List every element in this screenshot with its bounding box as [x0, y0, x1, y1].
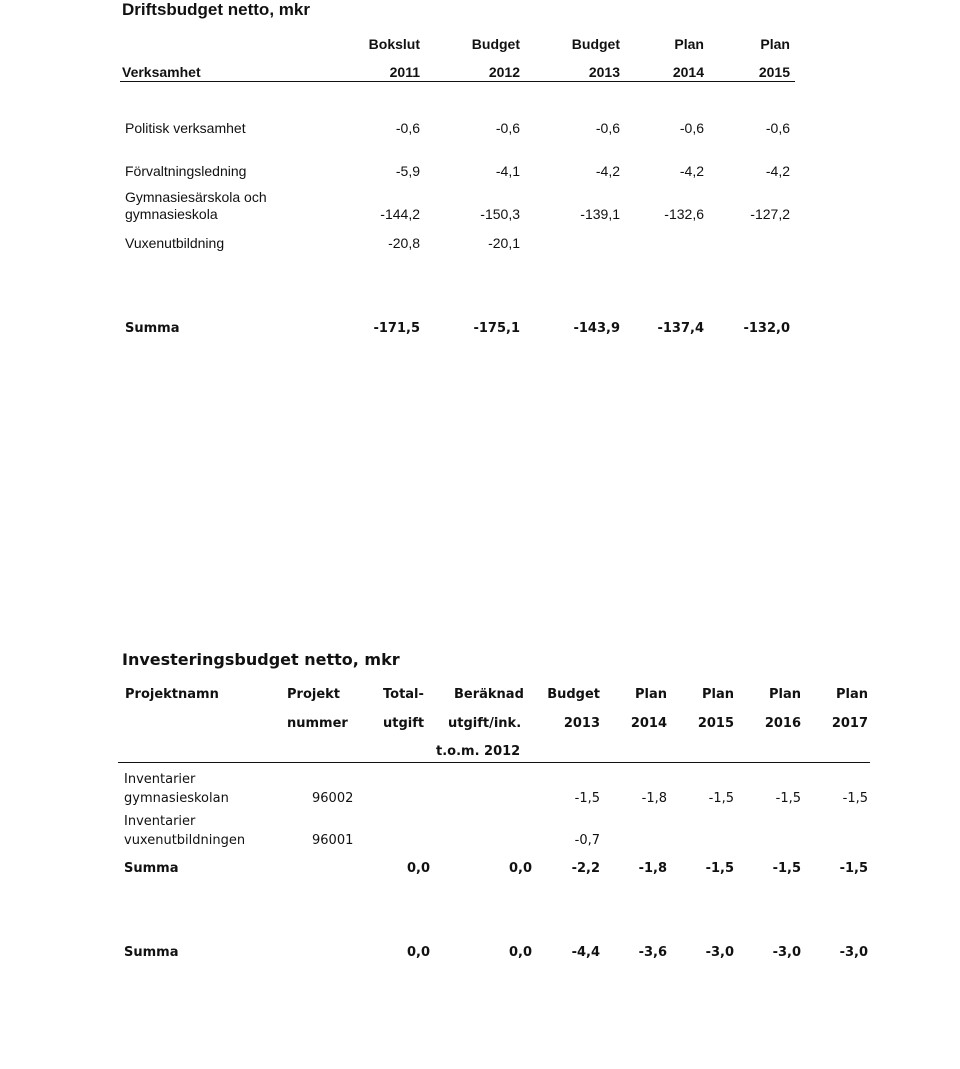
invest-cell: -1,5 [574, 791, 600, 806]
invest-header-projekt: Projekt [287, 687, 341, 702]
invest-header-projektnamn: Projektnamn [125, 687, 219, 702]
drift-cell: -144,2 [380, 206, 420, 222]
invest-row-name: Inventarier [124, 772, 196, 787]
drift-year-col1: 2011 [389, 64, 420, 80]
invest-cell: -1,5 [775, 791, 801, 806]
drift-header-col3: Budget [571, 36, 620, 52]
invest-header-tom: t.o.m. 2012 [436, 744, 521, 759]
drift-year-col3: 2013 [588, 64, 620, 80]
invest-header-nummer: nummer [287, 716, 348, 731]
drift-summa-cell: -143,9 [573, 321, 620, 336]
total-summa-label: Summa [124, 945, 179, 960]
drift-header-verksamhet: Verksamhet [122, 64, 201, 80]
drift-year-col2: 2012 [488, 64, 520, 80]
invest-row-nummer: 96001 [312, 833, 354, 848]
total-summa-cell: -3,0 [839, 945, 868, 960]
invest-header-col2: Plan [634, 687, 667, 702]
drift-header-col2: Budget [471, 36, 520, 52]
drift-row-name: Gymnasiesärskola och [125, 189, 267, 205]
drift-summa-cell: -132,0 [743, 321, 790, 336]
invest-year-col1: 2013 [563, 716, 600, 731]
drift-row-name: Politisk verksamhet [125, 120, 246, 136]
invest-summa-beraknad: 0,0 [508, 861, 532, 876]
drift-summa-label: Summa [125, 321, 180, 336]
invest-year-col2: 2014 [630, 716, 667, 731]
total-summa-beraknad: 0,0 [508, 945, 532, 960]
invest-year-col4: 2016 [764, 716, 801, 731]
drift-cell: -4,1 [495, 163, 520, 179]
total-summa-total: 0,0 [406, 945, 430, 960]
drift-cell: -0,6 [395, 120, 420, 136]
invest-header-total: Total- [383, 687, 424, 702]
invest-summa-cell: -2,2 [571, 861, 600, 876]
drift-cell: -5,9 [395, 163, 420, 179]
invest-summa-cell: -1,8 [638, 861, 667, 876]
invest-row-name: vuxenutbildningen [124, 833, 246, 848]
total-summa-cell: -3,6 [638, 945, 667, 960]
invest-header-rule [118, 762, 870, 763]
drift-header-col5: Plan [760, 36, 790, 52]
invest-header-beraknad: Beräknad [454, 687, 524, 702]
invest-row-nummer: 96002 [312, 791, 354, 806]
drift-cell: -0,6 [679, 120, 704, 136]
total-summa-cell: -4,4 [571, 945, 600, 960]
drift-summa-cell: -175,1 [473, 321, 520, 336]
invest-summa-label: Summa [124, 861, 179, 876]
drift-summa-cell: -171,5 [373, 321, 420, 336]
drift-cell: -0,6 [765, 120, 790, 136]
drift-cell: -20,1 [488, 235, 520, 251]
invest-header-col4: Plan [768, 687, 801, 702]
drift-cell: -127,2 [750, 206, 790, 222]
drift-cell: -132,6 [664, 206, 704, 222]
drift-header-rule [120, 81, 795, 82]
drift-row-name: Vuxenutbildning [125, 235, 225, 251]
invest-cell: -1,8 [641, 791, 667, 806]
invest-cell: -1,5 [842, 791, 868, 806]
drift-summa-cell: -137,4 [657, 321, 704, 336]
invest-cell: -0,7 [574, 833, 600, 848]
invest-year-col3: 2015 [697, 716, 734, 731]
drift-year-col5: 2015 [758, 64, 790, 80]
invest-summa-total: 0,0 [406, 861, 430, 876]
invest-summa-cell: -1,5 [839, 861, 868, 876]
drift-cell: -4,2 [595, 163, 620, 179]
invest-header-col5: Plan [835, 687, 868, 702]
invest-cell: -1,5 [708, 791, 734, 806]
invest-header-utgift-ink: utgift/ink. [448, 716, 522, 731]
total-summa-cell: -3,0 [772, 945, 801, 960]
drift-header-col4: Plan [674, 36, 704, 52]
drift-row-name: Förvaltningsledning [125, 163, 247, 179]
drift-row-name: gymnasieskola [125, 206, 218, 222]
invest-title: Investeringsbudget netto, mkr [122, 650, 400, 669]
drift-cell: -139,1 [580, 206, 620, 222]
invest-header-utgift: utgift [383, 716, 425, 731]
invest-header-col3: Plan [701, 687, 734, 702]
drift-cell: -4,2 [765, 163, 790, 179]
invest-summa-cell: -1,5 [772, 861, 801, 876]
total-summa-cell: -3,0 [705, 945, 734, 960]
drift-cell: -0,6 [595, 120, 620, 136]
drift-header-col1: Bokslut [368, 36, 420, 52]
drift-cell: -20,8 [388, 235, 420, 251]
drift-title: Driftsbudget netto, mkr [122, 0, 310, 19]
drift-year-col4: 2014 [672, 64, 704, 80]
drift-cell: -150,3 [480, 206, 520, 222]
drift-cell: -0,6 [495, 120, 520, 136]
invest-summa-cell: -1,5 [705, 861, 734, 876]
drift-cell: -4,2 [679, 163, 704, 179]
invest-header-col1: Budget [547, 687, 600, 702]
invest-row-name: gymnasieskolan [124, 791, 229, 806]
invest-row-name: Inventarier [124, 814, 196, 829]
invest-year-col5: 2017 [831, 716, 868, 731]
